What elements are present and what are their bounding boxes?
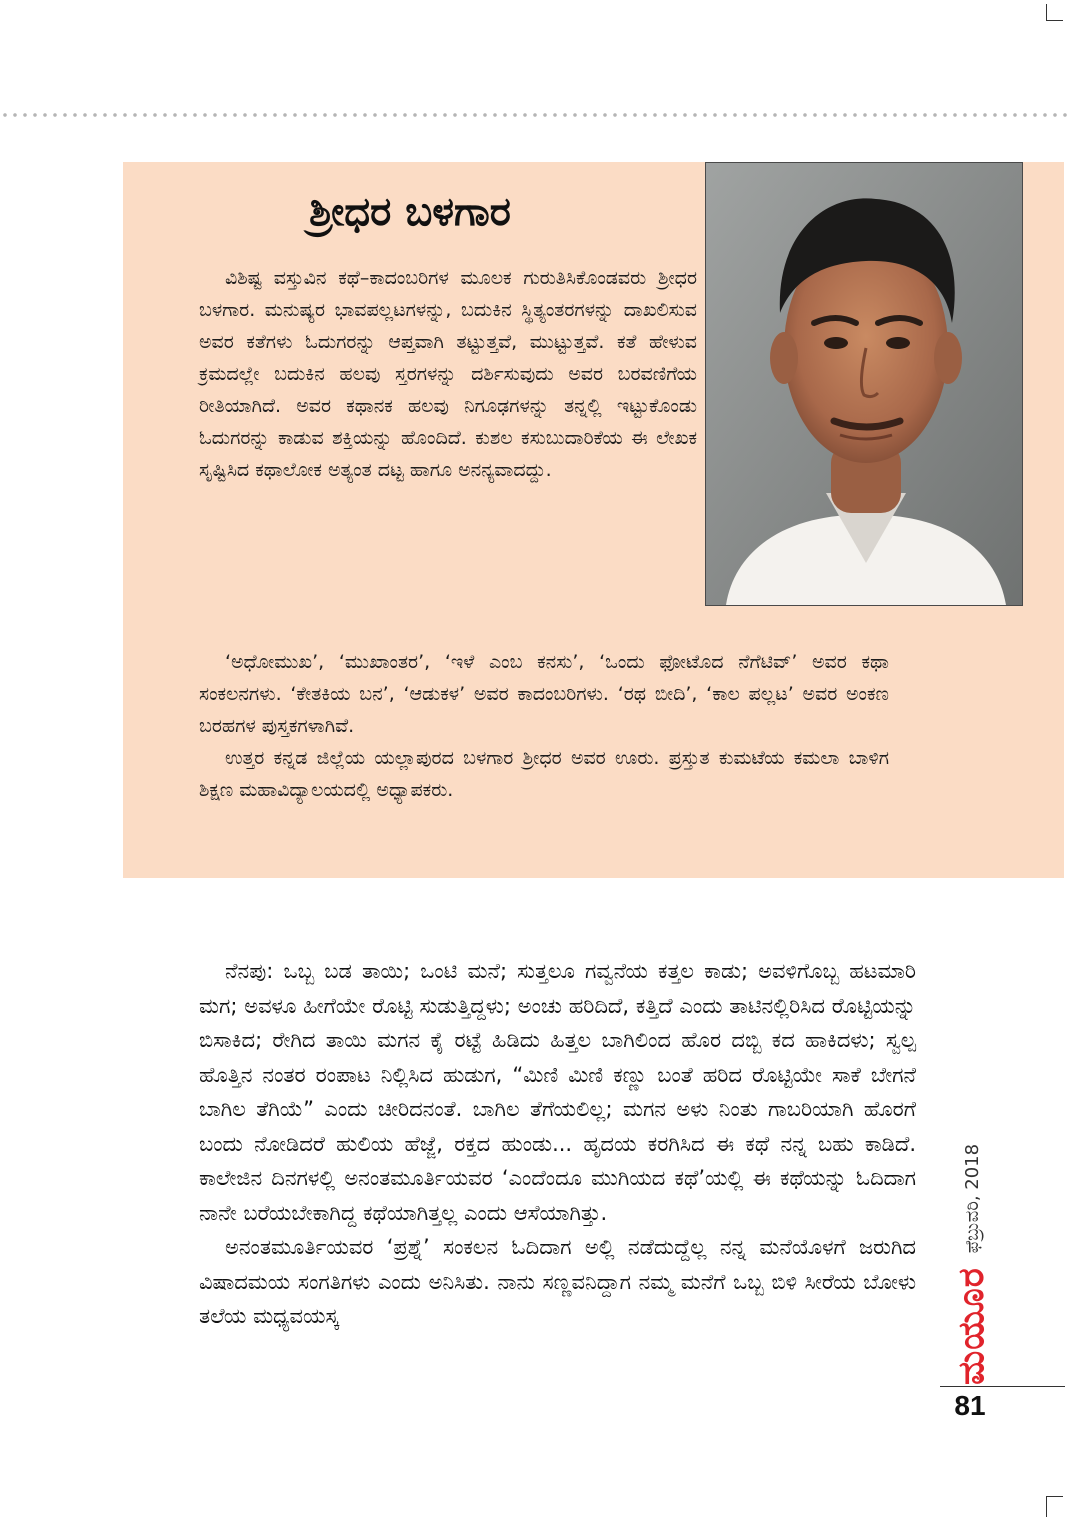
crop-mark-bottom (1046, 1496, 1063, 1517)
article-body (199, 954, 916, 1334)
vertical-masthead (950, 1085, 994, 1385)
author-portrait (705, 162, 1023, 606)
body-paragraph-2: ಅನಂತಮೂರ್ತಿಯವರ ‘ಪ್ರಶ್ನೆ’ ಸಂಕಲನ ಓದಿದಾಗ ಅಲ್ಲಿ ನಡೆದುದ್ದೆಲ್ಲ ನನ್ನ ಮನೆಯೊಳಗೆ ಜರುಗಿದ ವಿಷಾದಮಯ ಸಂಗತಿಗಳು ಎಂದು ಅನಿಸಿತು. ನಾನು ಸಣ್ಣವನಿದ್ದಾಗ ನಮ್ಮ ಮನೆಗೆ ಒಬ್ಬ ಬಿಳಿ ಸೀರೆಯ ಬೋಳು ತಲೆಯ ಮಧ್ಯವಯಸ್ಕ (199, 1235, 916, 1328)
issue-date: ಫೆಬ್ರುವರಿ, 2018 (961, 1143, 983, 1254)
bio-paragraph-3: ಉತ್ತರ ಕನ್ನಡ ಜಿಲ್ಲೆಯ ಯಲ್ಲಾಪುರದ ಬಳಗಾರ ಶ್ರೀಧರ ಅವರ ಊರು. ಪ್ರಸ್ತುತ ಕುಮಟೆಯ ಕಮಲಾ ಬಾಳಿಗ ಶಿಕ್ಷಣ ಮಹಾವಿದ್ಯಾಲಯದಲ್ಲಿ ಅಧ್ಯಾಪಕರು. (199, 747, 889, 801)
crop-mark-top (1046, 4, 1063, 21)
dotted-divider (0, 113, 1072, 117)
author-bio-works (199, 646, 889, 806)
bio-paragraph-2: ‘ಅಧೋಮುಖ’, ‘ಮುಖಾಂತರ’, ‘ಇಳೆ ಎಂಬ ಕನಸು’, ‘ಒಂದು ಫೋಟೊದ ನೆಗೆಟಿವ್’ ಅವರ ಕಥಾ ಸಂಕಲನಗಳು. ‘ಕೇತಕಿಯ ಬನ’, ‘ಆಡುಕಳ’ ಅವರ ಕಾದಂಬರಿಗಳು. ‘ರಥ ಬೀದಿ’, ‘ಕಾಲ ಪಲ್ಲಟ’ ಅವರ ಅಂಕಣ ಬರಹಗಳ ಪುಸ್ತಕಗಳಾಗಿವೆ. (199, 651, 889, 737)
bio-paragraph-1: ವಿಶಿಷ್ಟ ವಸ್ತುವಿನ ಕಥೆ–ಕಾದಂಬರಿಗಳ ಮೂಲಕ ಗುರುತಿಸಿಕೊಂಡವರು ಶ್ರೀಧರ ಬಳಗಾರ. ಮನುಷ್ಯರ ಭಾವಪಲ್ಲಟಗಳನ್ನು, ಬದುಕಿನ ಸ್ಥಿತ್ಯಂತರಗಳನ್ನು ದಾಖಲಿಸುವ ಅವರ ಕತೆಗಳು ಓದುಗರನ್ನು ಆಪ್ತವಾಗಿ ತಟ್ಟುತ್ತವೆ, ಮುಟ್ಟುತ್ತವೆ. ಕತೆ ಹೇಳುವ ಕ್ರಮದಲ್ಲೇ ಬದುಕಿನ ಹಲವು ಸ್ತರಗಳನ್ನು ದರ್ಶಿಸುವುದು ಅವರ ಬರವಣಿಗೆಯ ರೀತಿಯಾಗಿದೆ. ಅವರ ಕಥಾನಕ ಹಲವು ನಿಗೂಢಗಳನ್ನು ತನ್ನಲ್ಲಿ ಇಟ್ಟುಕೊಂಡು ಓದುಗರನ್ನು ಕಾಡುವ ಶಕ್ತಿಯನ್ನು ಹೊಂದಿದೆ. ಕುಶಲ ಕಸುಬುದಾರಿಕೆಯ ಈ ಲೇಖಕ ಸೃಷ್ಟಿಸಿದ ಕಥಾಲೋಕ ಅತ್ಯಂತ ದಟ್ಟ ಹಾಗೂ ಅನನ್ಯವಾದದ್ದು. (199, 267, 697, 481)
portrait-photo-icon (706, 163, 1022, 605)
magazine-logo: ಮಯೂರ (951, 1267, 992, 1385)
page-number: 81 (954, 1390, 986, 1421)
page-number-rule (940, 1386, 1065, 1387)
author-name-heading: ಶ್ರೀಧರ ಬಳಗಾರ (309, 188, 511, 235)
magazine-side-strip (950, 1085, 994, 1385)
author-bio-intro (199, 262, 697, 486)
body-paragraph-1: ನೆನಪು: ಒಬ್ಬ ಬಡ ತಾಯಿ; ಒಂಟಿ ಮನೆ; ಸುತ್ತಲೂ ಗವ್ವನೆಯ ಕತ್ತಲ ಕಾಡು; ಅವಳಿಗೊಬ್ಬ ಹಟಮಾರಿ ಮಗ; ಅವಳೂ ಹೀಗೆಯೇ ರೊಟ್ಟಿ ಸುಡುತ್ತಿದ್ದಳು; ಅಂಚು ಹರಿದಿದೆ, ಕತ್ತಿದೆ ಎಂದು ತಾಟಿನಲ್ಲಿರಿಸಿದ ರೊಟ್ಟಿಯನ್ನು ಬಿಸಾಕಿದ; ರೇಗಿದ ತಾಯಿ ಮಗನ ಕೈ ರಟ್ಟೆ ಹಿಡಿದು ಹಿತ್ತಲ ಬಾಗಿಲಿಂದ ಹೊರ ದಬ್ಬಿ ಕದ ಹಾಕಿದಳು; ಸ್ವಲ್ಪ ಹೊತ್ತಿನ ನಂತರ ರಂಪಾಟ ನಿಲ್ಲಿಸಿದ ಹುಡುಗ, “ಮಿಣಿ ಮಿಣಿ ಕಣ್ಣು ಬಂತೆ ಹರಿದ ರೊಟ್ಟಿಯೇ ಸಾಕೆ ಬೇಗನೆ ಬಾಗಿಲ ತೆಗಿಯೆ” ಎಂದು ಚೀರಿದನಂತೆ. ಬಾಗಿಲ ತೆಗೆಯಲಿಲ್ಲ; ಮಗನ ಅಳು ನಿಂತು ಗಾಬರಿಯಾಗಿ ಹೊರಗೆ ಬಂದು ನೋಡಿದರೆ ಹುಲಿಯ ಹೆಜ್ಜೆ, ರಕ್ತದ ಹುಂಡು... ಹೃದಯ ಕರಗಿಸಿದ ಈ ಕಥೆ ನನ್ನ ಬಹು ಕಾಡಿದೆ. ಕಾಲೇಜಿನ ದಿನಗಳಲ್ಲಿ ಅನಂತಮೂರ್ತಿಯವರ ‘ಎಂದೆಂದೂ ಮುಗಿಯದ ಕಥೆ’ಯಲ್ಲಿ ಈ ಕಥೆಯನ್ನು ಓದಿದಾಗ ನಾನೇ ಬರೆಯಬೇಕಾಗಿದ್ದ ಕಥೆಯಾಗಿತ್ತಲ್ಲ ಎಂದು ಆಸೆಯಾಗಿತ್ತು. (199, 959, 916, 1225)
